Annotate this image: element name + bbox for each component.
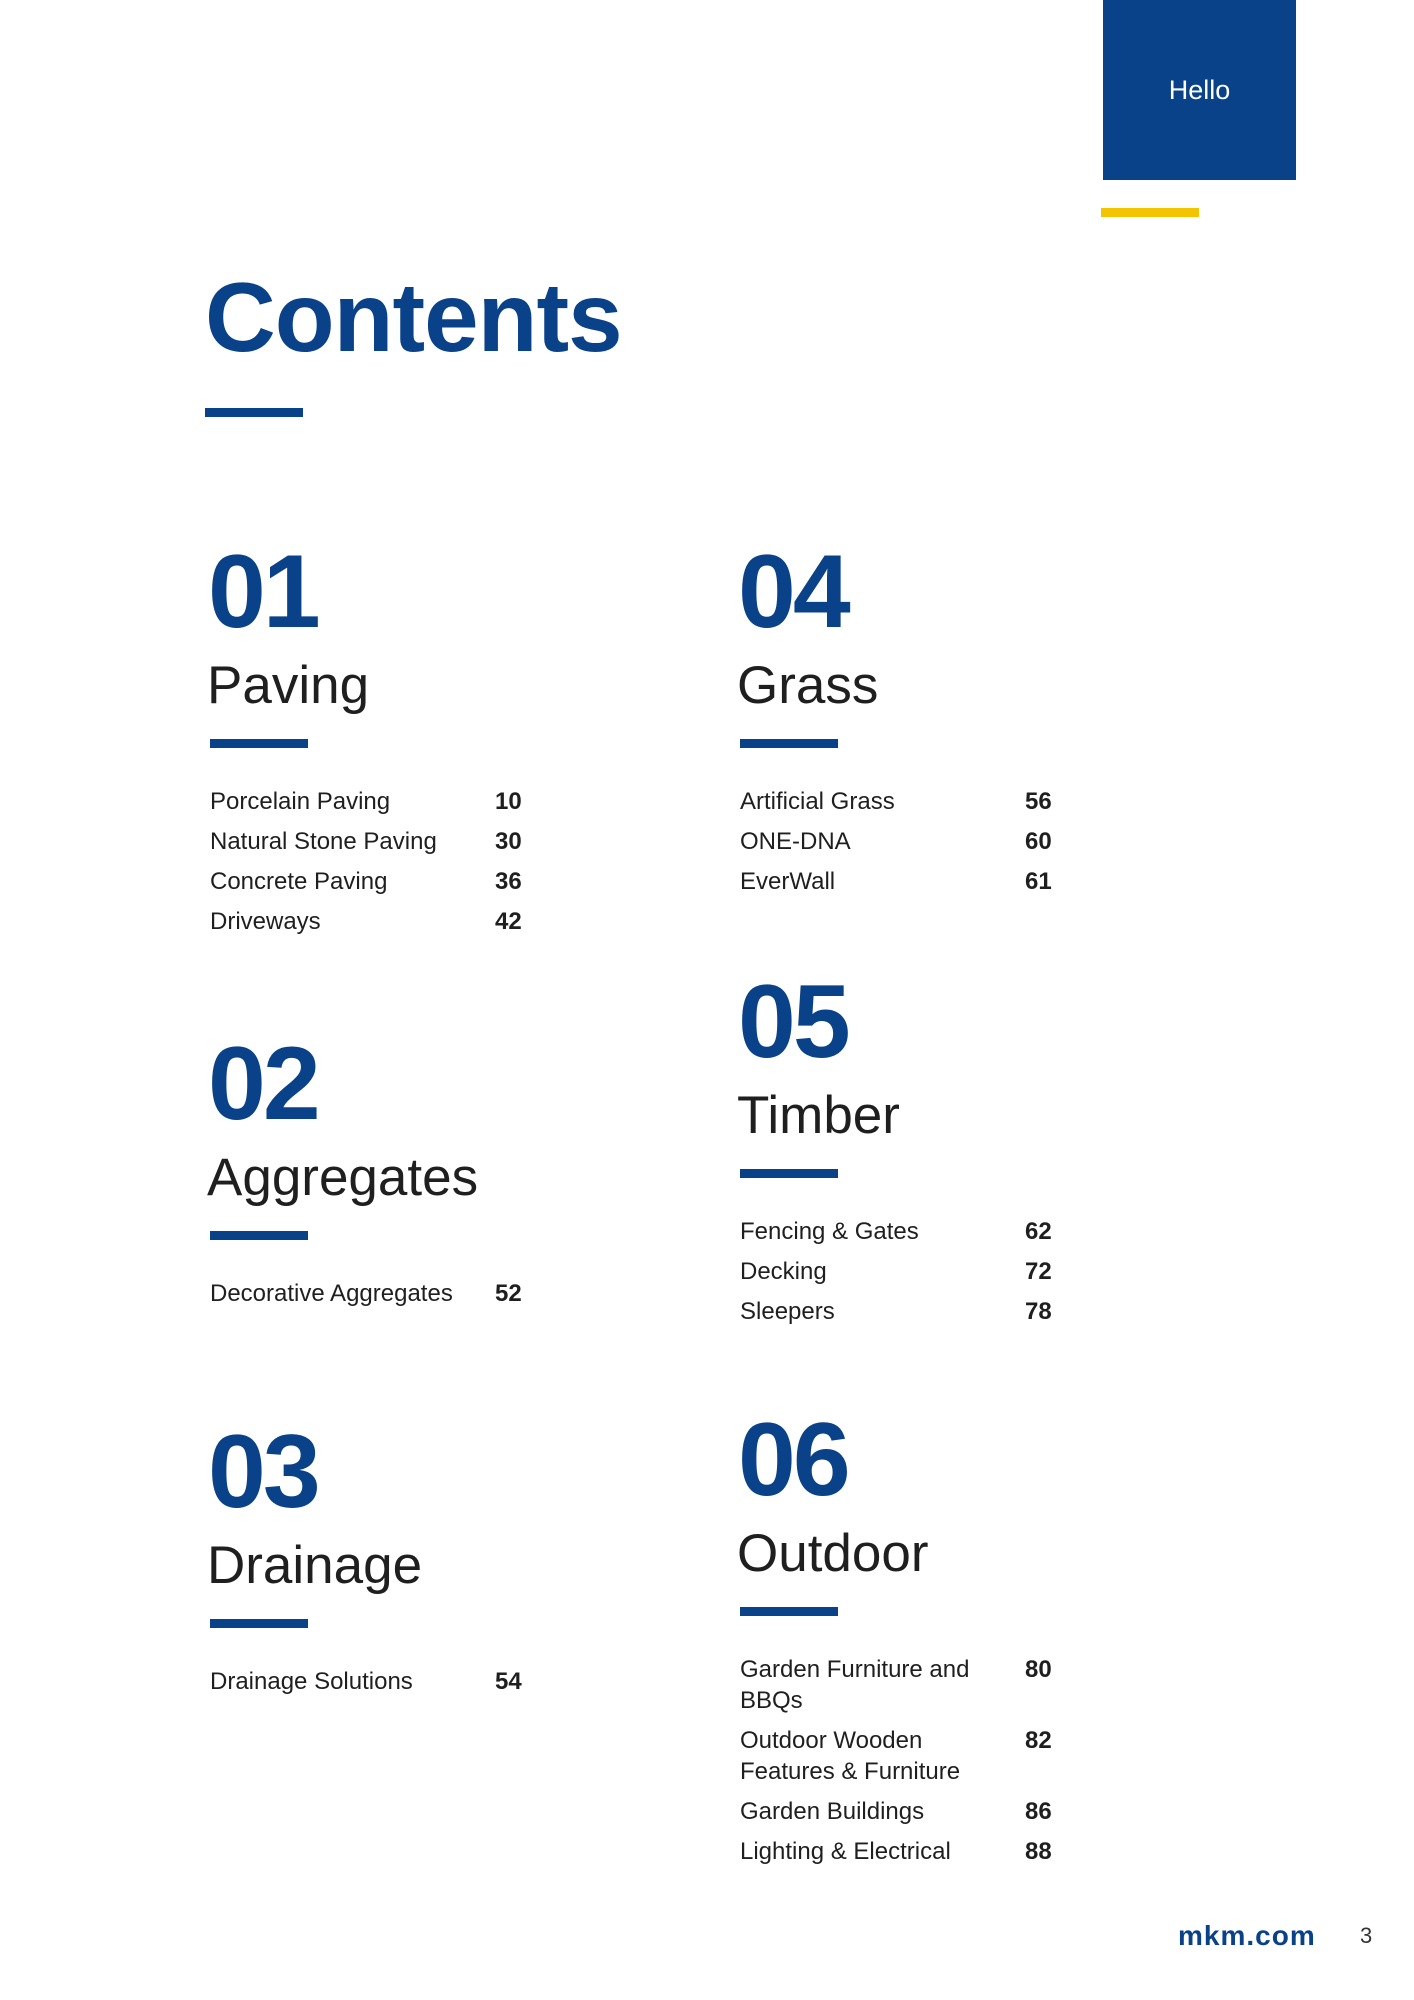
- toc-entry-page: 52: [495, 1279, 522, 1307]
- toc-entry-page: 60: [1025, 827, 1052, 855]
- section-aggregates: [207, 1026, 630, 1318]
- toc-entry[interactable]: [740, 1836, 1160, 1867]
- toc-entry-label: Garden Furniture and BBQs: [740, 1655, 970, 1714]
- toc-entry-page: 86: [1025, 1797, 1052, 1825]
- section-title: Drainage: [207, 1536, 423, 1595]
- toc-entry-label: Decorative Aggregates: [210, 1279, 453, 1307]
- toc-entry-label: Natural Stone Paving: [210, 827, 437, 855]
- toc-entry-page: 30: [495, 827, 522, 855]
- header-tab: [1103, 0, 1296, 180]
- toc-entry[interactable]: [740, 1216, 1160, 1247]
- section-item-list: [210, 1278, 630, 1309]
- section-title: Timber: [737, 1086, 900, 1145]
- toc-entry-page: 56: [1025, 787, 1052, 815]
- toc-entry[interactable]: [740, 1725, 1160, 1787]
- section-drainage: [207, 1414, 630, 1706]
- toc-entry-page: 78: [1025, 1297, 1052, 1325]
- toc-entry[interactable]: [740, 1256, 1160, 1287]
- toc-entry-label: ONE-DNA: [740, 827, 851, 855]
- section-paving: [207, 534, 630, 946]
- toc-entry-page: 54: [495, 1667, 522, 1695]
- toc-entry[interactable]: [210, 1278, 630, 1309]
- section-number: 02: [208, 1026, 318, 1142]
- section-number: 01: [208, 534, 318, 650]
- section-title: Outdoor: [737, 1524, 929, 1583]
- toc-entry-label: Decking: [740, 1257, 827, 1285]
- section-divider: [740, 1607, 838, 1616]
- section-divider: [740, 739, 838, 748]
- toc-entry-label: Sleepers: [740, 1297, 835, 1325]
- page-title: Contents: [205, 262, 622, 372]
- header-tab-label: Hello: [1168, 74, 1231, 105]
- toc-entry-label: Fencing & Gates: [740, 1217, 919, 1245]
- accent-bar: [1101, 208, 1199, 217]
- section-timber: [737, 964, 1160, 1336]
- section-title: Aggregates: [207, 1148, 479, 1207]
- toc-entry-label: Driveways: [210, 907, 321, 935]
- toc-entry-page: 42: [495, 907, 522, 935]
- toc-entry-label: Concrete Paving: [210, 867, 388, 895]
- toc-entry[interactable]: [740, 1654, 1160, 1716]
- section-number: 03: [208, 1414, 318, 1530]
- toc-entry[interactable]: [740, 866, 1160, 897]
- section-number: 05: [738, 964, 848, 1080]
- toc-entry-page: 36: [495, 867, 522, 895]
- section-item-list: [210, 1666, 630, 1697]
- section-number: 06: [738, 1402, 848, 1518]
- toc-entry[interactable]: [740, 826, 1160, 857]
- section-item-list: [210, 786, 630, 937]
- toc-entry-label: EverWall: [740, 867, 836, 895]
- section-item-list: [740, 1654, 1160, 1867]
- toc-entry-label: Porcelain Paving: [210, 787, 391, 815]
- toc-entry[interactable]: [740, 1796, 1160, 1827]
- toc-entry-page: 88: [1025, 1837, 1052, 1865]
- toc-entry-page: 10: [495, 787, 522, 815]
- toc-entry[interactable]: [210, 866, 630, 897]
- section-divider: [210, 1231, 308, 1240]
- section-divider: [210, 739, 308, 748]
- toc-entry[interactable]: [210, 1666, 630, 1697]
- toc-entry-label: Garden Buildings: [740, 1797, 925, 1825]
- toc-entry-page: 62: [1025, 1217, 1052, 1245]
- section-number: 04: [738, 534, 848, 650]
- section-divider: [740, 1169, 838, 1178]
- section-grass: [737, 534, 1160, 906]
- toc-entry[interactable]: [210, 786, 630, 817]
- toc-entry-page: 72: [1025, 1257, 1052, 1285]
- toc-entry-page: 82: [1025, 1726, 1052, 1754]
- section-outdoor: [737, 1402, 1160, 1876]
- toc-entry-page: 61: [1025, 867, 1052, 895]
- footer-website-link[interactable]: mkm.com: [1178, 1920, 1316, 1951]
- toc-entry[interactable]: [210, 826, 630, 857]
- footer-page-number: 3: [1360, 1923, 1373, 1948]
- section-title: Paving: [207, 656, 370, 715]
- toc-entry-page: 80: [1025, 1655, 1052, 1683]
- toc-entry[interactable]: [210, 906, 630, 937]
- toc-entry-label: Outdoor Wooden Features & Furniture: [740, 1726, 961, 1785]
- toc-entry[interactable]: [740, 1296, 1160, 1327]
- section-item-list: [740, 786, 1160, 897]
- toc-entry[interactable]: [740, 786, 1160, 817]
- toc-entry-label: Drainage Solutions: [210, 1667, 413, 1695]
- section-title: Grass: [737, 656, 879, 715]
- title-divider: [205, 408, 303, 417]
- toc-entry-label: Lighting & Electrical: [740, 1837, 951, 1865]
- section-item-list: [740, 1216, 1160, 1327]
- toc-entry-label: Artificial Grass: [740, 787, 895, 815]
- section-divider: [210, 1619, 308, 1628]
